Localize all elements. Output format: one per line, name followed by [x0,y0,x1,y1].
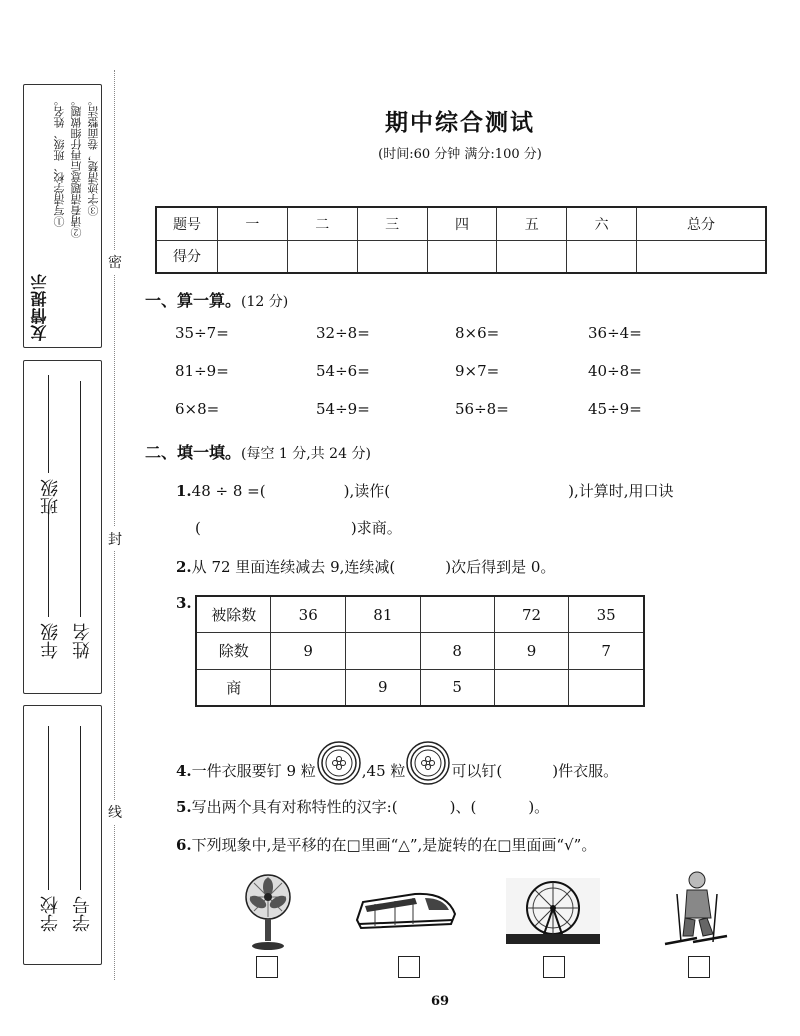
q2-part-b: )次后得到是 0。 [445,558,556,576]
question-1 [176,480,673,501]
calc-item: 40÷8= [588,362,642,380]
table-cell: 9 [271,633,346,669]
class-label: 班级 [40,479,61,515]
tips-heading: 友情提示 [30,273,49,341]
school-info-box [23,705,102,965]
score-header-cell: 二 [287,207,357,240]
calc-item: 6×8= [175,400,220,418]
question-4 [176,740,618,804]
calc-item: 54÷9= [316,400,370,418]
q1-part-c: ),计算时,用口诀 [568,482,674,500]
table-cell: 7 [569,633,644,669]
table-cell: 81 [346,596,421,633]
calc-item: 56÷8= [455,400,509,418]
table-cell[interactable] [569,669,644,706]
table-cell[interactable] [494,669,569,706]
score-header-cell: 六 [567,207,637,240]
score-cell[interactable] [427,240,497,273]
calc-item: 54÷6= [316,362,370,380]
score-header-cell: 题号 [156,207,218,240]
tip-1: ①写清学校、班级、姓名。 [53,95,66,227]
question-6-num: 6. [176,836,192,854]
score-header-cell: 总分 [637,207,766,240]
q4-part-a: 一件衣服要钉 9 粒 [191,762,316,780]
question-3-num: 3. [176,594,192,612]
table-cell[interactable] [346,633,421,669]
score-cell[interactable] [218,240,288,273]
page-number: 69 [430,994,450,1009]
calc-item: 9×7= [455,362,500,380]
fan-icon [240,872,296,956]
page-subtitle: (时间:60 分钟 满分:100 分) [378,147,542,162]
score-cell[interactable] [497,240,567,273]
calc-item: 45÷9= [588,400,642,418]
question-2-num: 2. [176,558,192,576]
skier-icon [663,868,729,952]
score-table-row [156,207,766,240]
question-1-num: 1. [176,482,192,500]
calc-item: 8×6= [455,324,500,342]
score-cell[interactable] [357,240,427,273]
score-header-cell: 四 [427,207,497,240]
answer-checkbox-fan[interactable] [256,956,278,978]
class-line[interactable] [48,375,49,473]
q5-part-a: 写出两个具有对称特性的汉字:( [191,798,398,816]
grade-label: 年级 [40,623,61,659]
answer-checkbox-skier[interactable] [688,956,710,978]
train-icon [355,884,459,940]
q5-part-c: )。 [528,798,550,816]
q1-part-e: )求商。 [350,519,402,537]
calc-item: 81÷9= [175,362,229,380]
calc-item: 32÷8= [316,324,370,342]
score-header-cell: 三 [357,207,427,240]
q1-part-d: ( [195,519,201,537]
table-cell: 被除数 [196,596,271,633]
score-header-cell: 五 [497,207,567,240]
calc-item: 36÷4= [588,324,642,342]
grade-line[interactable] [48,509,49,617]
number-label: 学号 [72,896,93,932]
question-2 [176,556,555,577]
class-info-box [23,360,102,694]
section-2-points: (每空 1 分,共 24 分) [241,446,371,462]
table-cell: 商 [196,669,271,706]
division-table [195,595,645,707]
q4-part-d: )件衣服。 [552,762,619,780]
answer-checkbox-train[interactable] [398,956,420,978]
table-row [196,596,644,633]
school-line[interactable] [48,726,49,890]
score-cell[interactable] [567,240,637,273]
question-5-num: 5. [176,798,192,816]
q6-text: 下列现象中,是平移的在□里画“△”,是旋转的在□里面画“√”。 [191,836,597,854]
score-row-label: 得分 [156,240,218,273]
ferris-wheel-icon [506,878,600,948]
table-cell: 35 [569,596,644,633]
q5-part-b: )、( [449,798,477,816]
page-title: 期中综合测试 [385,109,535,136]
name-label: 姓名 [72,623,93,659]
section-2-title: 二、填一填。 [145,443,242,462]
question-6 [176,834,596,855]
table-cell: 5 [420,669,494,706]
table-cell: 9 [346,669,421,706]
table-cell[interactable] [271,669,346,706]
name-line[interactable] [80,381,81,617]
cut-char-feng: 封 [108,527,122,551]
q1-part-a: 48 ÷ 8 =( [191,482,266,500]
table-cell: 8 [420,633,494,669]
section-1-title: 一、算一算。 [145,291,242,310]
score-table [155,206,767,274]
cut-char-mi: 密 [108,250,122,274]
table-row [196,633,644,669]
table-cell[interactable] [420,596,494,633]
question-5 [176,796,549,817]
question-4-num: 4. [176,762,192,780]
section-1-points: (12 分) [241,294,289,310]
q2-part-a: 从 72 里面连续减去 9,连续减( [191,558,396,576]
section-1-heading [145,288,288,311]
q1-part-b: ),读作( [343,482,391,500]
score-cell[interactable] [637,240,766,273]
section-2-heading [145,440,371,463]
table-cell: 72 [494,596,569,633]
tip-3: ③字迹清楚，卷面整洁。 [87,95,100,216]
table-cell: 36 [271,596,346,633]
button-icon [316,740,362,804]
answer-checkbox-ferris-wheel[interactable] [543,956,565,978]
score-table-row [156,240,766,273]
cut-line [114,70,115,980]
number-line[interactable] [80,726,81,890]
button-icon [405,740,451,804]
table-cell: 9 [494,633,569,669]
q4-part-b: ,45 粒 [361,762,406,780]
question-1-cont [195,517,402,538]
score-header-cell: 一 [218,207,288,240]
score-cell[interactable] [287,240,357,273]
q4-part-c: 可以钉( [451,762,503,780]
school-label: 学校 [40,896,61,932]
tip-2: ②请看清题意后再仔细做题。 [70,95,83,238]
table-row [196,669,644,706]
calc-item: 35÷7= [175,324,229,342]
table-cell: 除数 [196,633,271,669]
cut-char-xian: 线 [108,800,122,824]
